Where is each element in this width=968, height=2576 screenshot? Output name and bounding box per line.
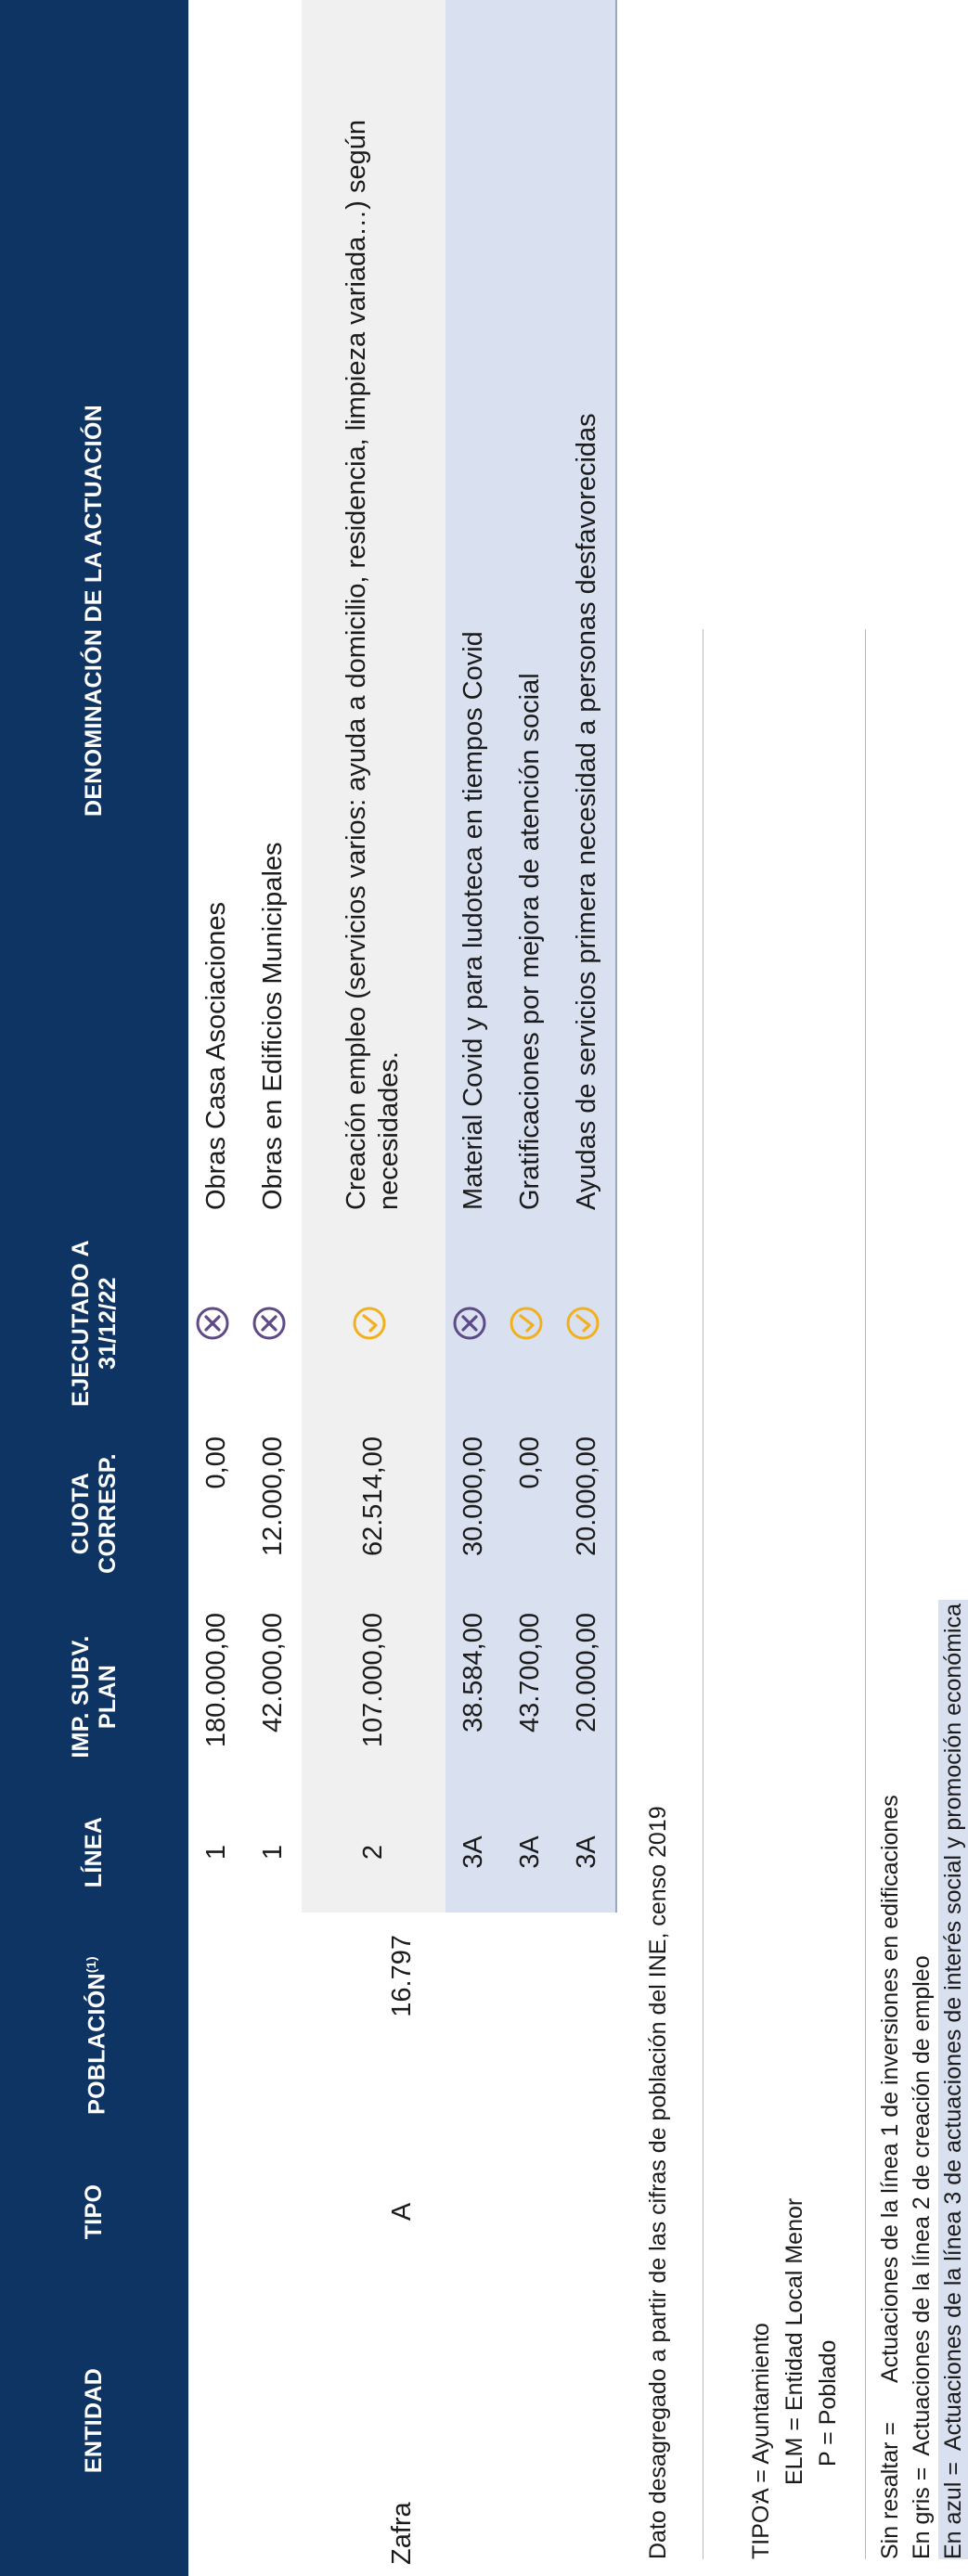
legend-none-text: Actuaciones de la línea 1 de inversiones en edificaciones: [877, 1795, 903, 2383]
cell-ejecutado: [245, 1221, 302, 1425]
tipo-legend-row: [811, 2198, 845, 2559]
cell-imp-subv: 20.000,00: [559, 1602, 616, 1792]
header-poblacion-note: (1): [83, 1956, 98, 1974]
cell-cuota: 30.000,00: [445, 1425, 502, 1602]
cell-ejecutado: [188, 1221, 245, 1425]
tipo-legend-row: [744, 2198, 778, 2559]
tipo-legend-p: P = Poblado: [814, 2339, 841, 2467]
cell-ejecutado: [445, 1221, 502, 1425]
cell-denominacion: Obras Casa Asociaciones: [200, 901, 231, 1210]
x-circle-icon: [195, 1306, 239, 1341]
table-header-row: [0, 0, 188, 2576]
header-linea: LÍNEA: [0, 1792, 188, 1913]
header-denominacion: DENOMINACIÓN DE LA ACTUACIÓN: [0, 0, 188, 1221]
cell-linea: 3A: [559, 1792, 616, 1913]
header-poblacion: [0, 1913, 188, 2158]
cell-cuota: 0,00: [200, 1436, 231, 1489]
legend-grey-text: Actuaciones de la línea 2 de creación de empleo: [909, 1955, 935, 2456]
cell-ejecutado: [302, 1221, 445, 1425]
cell-cuota: 62.514,00: [302, 1425, 445, 1602]
cell-denominacion: Gratificaciones por mejora de atención social: [502, 0, 559, 1221]
cell-denominacion: Ayudas de servicios primera necesidad a personas desfavorecidas: [559, 0, 616, 1221]
header-cuota-corresp: CUOTA CORRESP.: [0, 1425, 188, 1602]
cell-linea: 1: [257, 1844, 288, 1861]
legend-none-label: Sin resaltar =: [877, 2422, 903, 2559]
cell-linea: 2: [302, 1792, 445, 1913]
check-circle-icon: [509, 1306, 552, 1341]
header-poblacion-label: POBLACIÓN: [84, 1973, 110, 2115]
cell-denominacion: Obras en Edificios Municipales: [257, 842, 288, 1210]
cell-linea: 3A: [445, 1792, 502, 1913]
legend-blue: [938, 1600, 968, 2559]
footnote: Dato desagregado a partir de las cifras de población del INE, censo 2019: [645, 1806, 671, 2559]
cell-ejecutado: [502, 1221, 559, 1425]
cell-ejecutado: [559, 1221, 616, 1425]
header-tipo: TIPO: [0, 2158, 188, 2265]
legend-grey-label: En gris =: [909, 2467, 935, 2559]
tipo-legend: [744, 2198, 845, 2559]
tipo-legend-row: [778, 2198, 811, 2559]
table-row: [188, 0, 245, 2576]
header-entidad: ENTIDAD: [0, 2265, 188, 2576]
tipo-legend-elm: ELM = Entidad Local Menor: [781, 2197, 807, 2485]
x-circle-icon: [252, 1306, 295, 1341]
cell-imp-subv: 180.000,00: [200, 1613, 231, 1748]
cell-denominacion: Creación empleo (servicios varios: ayuda a domicilio, residencia, limpieza variada…) según necesidades.: [302, 0, 445, 1221]
cell-imp-subv: 107.000,00: [302, 1602, 445, 1792]
header-ejecutado: EJECUTADO A 31/12/22: [0, 1221, 188, 1425]
cell-imp-subv: 42.000,00: [257, 1613, 288, 1733]
cell-denominacion: Material Covid y para ludoteca en tiempos Covid: [445, 0, 502, 1221]
cell-linea: 1: [200, 1844, 231, 1861]
cell-poblacion: 16.797: [387, 1935, 417, 2017]
legend-grey: [907, 1951, 936, 2559]
check-circle-icon: [352, 1306, 395, 1341]
cell-tipo: A: [387, 2202, 417, 2222]
x-circle-icon: [452, 1306, 496, 1341]
cell-imp-subv: 38.584,00: [445, 1602, 502, 1792]
legend-none: [875, 1791, 905, 2559]
cell-cuota: 12.000,00: [257, 1436, 288, 1557]
check-circle-icon: [565, 1306, 609, 1341]
tipo-legend-a: A = Ayuntamiento: [747, 2323, 774, 2504]
legend-blue-text: Actuaciones de la línea 3 de actuaciones de interés social y promoción económica: [940, 1604, 966, 2452]
cell-cuota: 20.000,00: [559, 1425, 616, 1602]
cell-imp-subv: 43.700,00: [502, 1602, 559, 1792]
divider: [865, 629, 866, 2559]
cell-linea: 3A: [502, 1792, 559, 1913]
legend-blue-label: En azul =: [940, 2462, 966, 2559]
cell-cuota: 0,00: [502, 1425, 559, 1602]
tipo-legend-label: TIPO:: [747, 2498, 774, 2559]
cell-entidad: Zafra: [387, 2502, 417, 2565]
header-imp-subv-plan: IMP. SUBV. PLAN: [0, 1602, 188, 1792]
